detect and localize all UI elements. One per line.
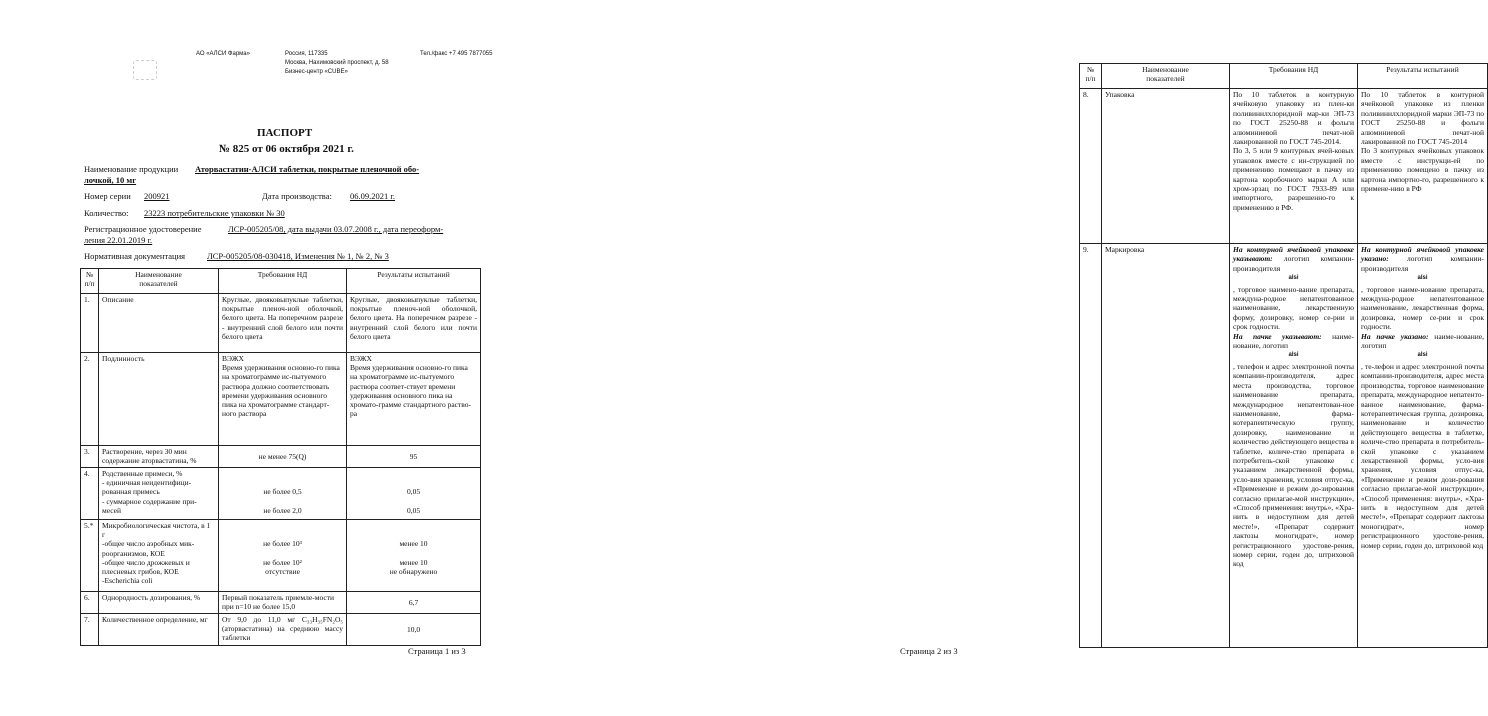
row-result: 95 bbox=[347, 446, 481, 468]
header-num: № п/п bbox=[81, 269, 99, 294]
row-name: Маркировка bbox=[1102, 244, 1230, 648]
page-number: Страница 2 из 3 bbox=[900, 646, 958, 656]
registration-label: Регистрационное удостоверение bbox=[84, 224, 202, 234]
quantity-label: Количество: bbox=[84, 208, 129, 218]
alsi-logo-stamp: alsi bbox=[1417, 275, 1428, 282]
row-result: ВЭЖХ Время удерживания основно-го пика на хроматограмме ис-пытуемого раствора соответ-ствует времени удерживания основного пика на хромато-грамме стандартного раство-ра bbox=[347, 353, 481, 446]
box-label-heading: На пачке указывают: bbox=[1233, 331, 1322, 341]
row-requirement: не более 10³ не более 10² отсутствие bbox=[219, 520, 347, 592]
row-name: Подлинность bbox=[99, 353, 219, 446]
alsi-logo-stamp: alsi bbox=[1288, 275, 1299, 282]
table-row bbox=[1080, 89, 1488, 244]
table-row bbox=[81, 446, 481, 468]
row-requirement: От 9,0 до 11,0 мг C₃₃H₃₅FN₂O₅ (аторвастатина) на среднюю массу таблетки bbox=[219, 614, 347, 646]
normative-label: Нормативная документация bbox=[84, 251, 186, 261]
box-label-heading: На пачке указано: bbox=[1361, 331, 1429, 341]
row-name: Количественное определение, мг bbox=[99, 614, 219, 646]
header-name: Наименование показателей bbox=[1102, 64, 1230, 89]
row-num: 2. bbox=[81, 353, 99, 446]
result-text-b: , торговое наиме-нование препарата, междуна-родное непатентованное наименование, лекарственная форма, дозировка, номер се-рии и срок годности. bbox=[1361, 284, 1484, 332]
row-name: Однородность дозирования, % bbox=[99, 592, 219, 614]
result-text-d: , те-лефон и адрес электронной почты компании-производителя, адрес места производства, торговое наименование препарата, международное непатенто-ванное наименование, фарма-котерапевтическая группа, дозировка, наименование и количество действующего вещества в таблетке, количе-ство препарата в потребитель-ской упаковке с указанием лекарственной формы, усло-вия хранения, условия отпус-ка, «Применение и режим дози-рования согласно прилагае-мой инструкции», «Способ применения: внутрь», «Хра-нить в недоступном для детей месте!», «Препарат содержит лактозы моногидрат», номер регистрационного удостове-рения, номер серии, годен до, штриховой код bbox=[1361, 361, 1484, 550]
row-result: 6,7 bbox=[347, 592, 481, 614]
packaging-label-heading: На контурной ячейковой упаковке указано: bbox=[1361, 245, 1484, 264]
requirement-text-d: , телефон и адрес электронной почты компании-производителя, адрес места производства, торговое наименование препарата, международное непатентован-ное наименование, фарма-котерапевтическую группу, дозировку, наименование и количество действующего вещества в таблетке, количе-ство препарата в потребитель-ской упаковке с указанием лекарственной формы, усло-вия хранения, условия отпус-ка, «Применение и режим до-зирования согласно прилагае-мой инструкции», «Способ применения: внутрь», «Хра-нить в недоступном для детей месте!», «Препарат содержит лактозы моногидрат», номер регистрационного удостове-рения, номер серии, годен до, штриховой код bbox=[1233, 361, 1354, 569]
row-requirement: не менее 75(Q) bbox=[219, 446, 347, 468]
production-date-value: 06.09.2021 г. bbox=[350, 191, 396, 201]
result-text-a: логотип компании-производителя bbox=[1361, 254, 1484, 273]
table-row bbox=[81, 353, 481, 446]
alsi-logo-stamp: alsi bbox=[1417, 352, 1428, 359]
row-requirement: ВЭЖХ Время удерживания основно-го пика на хроматограмме ис-пытуемого раствора должно соответствовать времени удерживания основного пика на хроматограмме стандарт-ного раствора bbox=[219, 353, 347, 446]
row-requirement bbox=[1230, 244, 1358, 648]
row-result: 10,0 bbox=[347, 614, 481, 646]
table-header-row bbox=[1080, 64, 1488, 89]
normative-value: ЛСР-005205/08-030418, Изменения № 1, № 2, № 3 bbox=[207, 251, 389, 261]
document-page-2 bbox=[512, 0, 1484, 716]
header-results: Результаты испытаний bbox=[1358, 64, 1488, 89]
table-row bbox=[81, 294, 481, 353]
table-row bbox=[81, 592, 481, 614]
row-requirement: Первый показатель приемле-мости при n=10 не более 15,0 bbox=[219, 592, 347, 614]
company-logo bbox=[133, 60, 157, 80]
row-num: 7. bbox=[81, 614, 99, 646]
row-requirement: По 10 таблеток в контурную ячейковую упаковку из плен-ки поливинилхлоридной мар-ки ЭП-73 по ГОСТ 25250-88 и фольги алюминиевой печат-ной лакированной по ГОСТ 745-2014. По 3, 5 или 9 контурных ячей-ковых упаковок вместе с ин-струкцией по применению помещают в пачку из картона коробочного марки А или хром-эрзац по ГОСТ 7933-89 или импортного, разрешенно-го к применению в РФ. bbox=[1230, 89, 1358, 244]
company-phone: Тел./факс +7 495 7877055 bbox=[420, 51, 493, 57]
requirement-text-c: наиме-нование, логотип bbox=[1233, 331, 1354, 351]
test-results-table-page-1 bbox=[80, 268, 481, 646]
header-requirements: Требования НД bbox=[1230, 64, 1358, 89]
row-num: 1. bbox=[81, 294, 99, 353]
row-name: Описание bbox=[99, 294, 219, 353]
requirement-text-a: логотип компании-производителя bbox=[1233, 254, 1354, 273]
registration-value-2: ления 22.01.2019 г. bbox=[84, 235, 153, 245]
product-value-1: Аторвастатин-АЛСИ таблетки, покрытые пленочной обо- bbox=[195, 164, 420, 174]
packaging-label-heading: На контурной ячейковой упаковке указывают: bbox=[1233, 245, 1354, 264]
row-requirement: не более 0,5 не более 2,0 bbox=[219, 468, 347, 520]
header-num: № п/п bbox=[1080, 64, 1102, 89]
production-date-label: Дата производства: bbox=[262, 191, 332, 201]
row-name: Растворение, через 30 мин содержание аторвастатина, % bbox=[99, 446, 219, 468]
product-label: Наименование продукции bbox=[84, 164, 179, 174]
passport-number: № 825 от 06 октября 2021 г. bbox=[219, 143, 354, 155]
company-address-line-2: Москва, Нахимовский проспект, д. 58 bbox=[285, 60, 389, 66]
header-name: Наименование показателей bbox=[99, 269, 219, 294]
table-header-row bbox=[81, 269, 481, 294]
header-requirements: Требования НД bbox=[219, 269, 347, 294]
row-num: 3. bbox=[81, 446, 99, 468]
result-text-c: наиме-нование, логотип bbox=[1361, 331, 1484, 351]
table-row bbox=[81, 520, 481, 592]
company-address-line-3: Бизнес-центр «CUBE» bbox=[285, 69, 348, 75]
row-name: Упаковка bbox=[1102, 89, 1230, 244]
row-name: Микробиологическая чистота, в 1 г -общее число аэробных мик-роорганизмов, КОЕ -общее число дрожжевых и плесневых грибов, КОЕ -Escherichia coli bbox=[99, 520, 219, 592]
row-result bbox=[1358, 244, 1488, 648]
row-num: 5.* bbox=[81, 520, 99, 592]
row-num: 6. bbox=[81, 592, 99, 614]
header-results: Результаты испытаний bbox=[347, 269, 481, 294]
page-number: Страница 1 из 3 bbox=[408, 646, 466, 656]
registration-value-1: ЛСР-005205/08, дата выдачи 03.07.2008 г., дата переоформ- bbox=[228, 224, 444, 234]
company-name: АО «АЛСИ Фарма» bbox=[196, 51, 250, 57]
test-results-table-page-2 bbox=[1079, 63, 1488, 648]
alsi-logo-stamp: alsi bbox=[1288, 352, 1299, 359]
row-num: 4. bbox=[81, 468, 99, 520]
document-page-1 bbox=[0, 0, 510, 716]
company-address-line-1: Россия, 117335 bbox=[285, 51, 328, 57]
series-value: 200921 bbox=[144, 191, 170, 201]
table-row bbox=[81, 468, 481, 520]
row-name: Родственные примеси, % - единичная неидентифици-рованная примесь - суммарное содержание при-месей bbox=[99, 468, 219, 520]
row-requirement: Круглые, двояковыпуклые таблетки, покрытые пленоч-ной оболочкой, белого цвета. На поперечном разрезе - внутренний слой белого или почти белого цвета bbox=[219, 294, 347, 353]
row-num: 9. bbox=[1080, 244, 1102, 648]
requirement-text-b: , торговое наимено-вание препарата, междуна-родное непатентованное наименование, лекарственную форму, дозировку, номер се-рии и срок годности. bbox=[1233, 284, 1354, 332]
row-result: По 10 таблеток в контурной ячейковой упаковке из пленки поливинилхлоридной марки ЭП-73 по ГОСТ 25250-88 и фольги алюминиевой печат-ной лакированной по ГОСТ 745-2014 По 3 контурных ячейковых упаковок вместе с инструкци-ей по применению помещено в пачку из картона импортно-го, разрешенного к примене-нию в РФ bbox=[1358, 89, 1488, 244]
table-row bbox=[81, 614, 481, 646]
row-result: Круглые, двояковыпуклые таблетки, покрытые пленоч-ной оболочкой, белого цвета. На поперечном разрезе - внутренний слой белого или почти белого цвета bbox=[347, 294, 481, 353]
row-num: 8. bbox=[1080, 89, 1102, 244]
series-label: Номер серии bbox=[84, 191, 131, 201]
quantity-value: 23223 потребительские упаковки № 30 bbox=[144, 208, 285, 218]
product-value-2: лочкой, 10 мг bbox=[84, 175, 137, 185]
row-result: 0,05 0,05 bbox=[347, 468, 481, 520]
passport-title: ПАСПОРТ bbox=[257, 127, 313, 139]
table-row bbox=[1080, 244, 1488, 648]
row-result: менее 10 менее 10 не обнаружено bbox=[347, 520, 481, 592]
